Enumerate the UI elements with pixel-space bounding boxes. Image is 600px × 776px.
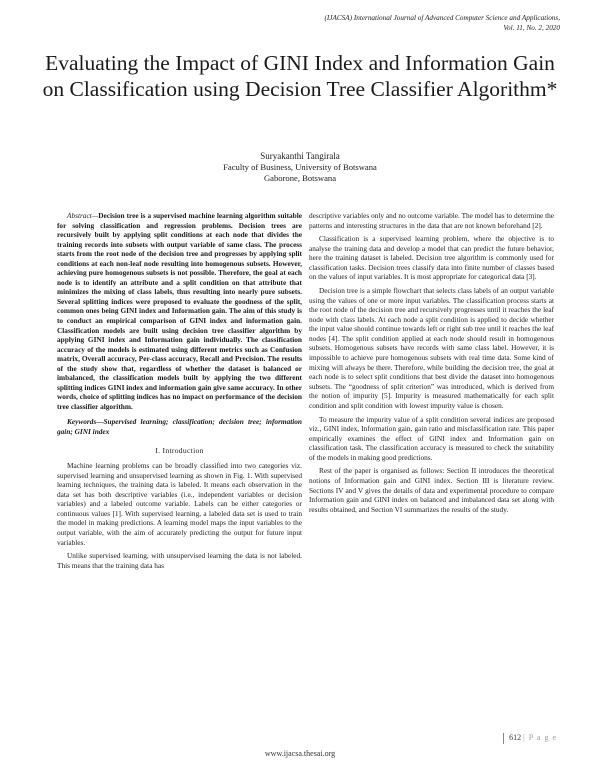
intro-paragraph-1: Machine learning problems can be broadly classified into two categories viz. supervised learning and unsupervised learning as shown in Fig. 1. With supervised learning techniques, the training data is labeled. It means each observation in the data set has both descriptive variables (i.e., independent variables or decision variables) and a labeled outcome variable. Labels can be either categories or continuous values [1]. With supervised learning, a labeled data set is used to train the model in making predictions. A learning model maps the input variables to the output variable, with the aim of accurately predicting the output for future input variables.	[57, 461, 302, 547]
body-paragraph-5: Rest of the paper is organised as follows: Section II introduces the theoretical notions of Information gain and GINI index. Section III is literature review. Sections IV and V gives the details of data and experimental procedure to compare Information gain and GINI index on balanced and imbalanced data set along with results obtained, and Section VI summarizes the results of the study.	[309, 466, 554, 514]
journal-volume: Vol. 11, No. 2, 2020	[503, 23, 560, 32]
abstract	[57, 211, 302, 411]
body-paragraph-3: Decision tree is a simple flowchart that selects class labels of an output variable using the values of one or more input variables. The classification process starts at the root node of the decision tree and recursively progresses until it reaches the leaf node with class labels. At each node a split condition is applied to decide whether the input value should continue towards left or right sub tree until it reaches the leaf nodes [4]. The split condition applied at each node should result in homogenous subsets. Homogenous subsets have records with same class label. However, it is impossible to achieve pure homogenous subsets with real time data. Some kind of mixing will always be there. Therefore, while building the decision tree, the goal at each node is to select split conditions that best divide the dataset into homogenous subsets. The “goodness of split criterion” was introduced, which is derived from the notion of impurity [5]. Impurity is measured mathematically for each split condition and split condition with lowest impurity value is chosen.	[309, 286, 554, 410]
footer-divider	[503, 733, 504, 744]
author-block	[100, 151, 500, 184]
author-affiliation: Faculty of Business, University of Botswana	[223, 162, 377, 172]
journal-header	[160, 14, 560, 33]
page-number	[509, 733, 557, 742]
journal-url[interactable]: www.ijacsa.thesai.org	[264, 749, 336, 758]
abstract-text: Decision tree is a supervised machine learning algorithm suitable for solving classification and regression problems. Decision trees are recursively built by applying split conditions at each node that divides the training records into subsets with output variable of same class. The process starts from the root node of the decision tree and progresses by applying split conditions at each non-leaf node resulting into homogenous subsets. However, achieving pure homogenous subsets is not possible. Therefore, the goal at each node is to identify an attribute and a split condition on that attribute that minimizes the mixing of class labels, thus resulting into nearly pure subsets. Several splitting indices were proposed to evaluate the goodness of the split, common ones being GINI index and Information gain. The aim of this study is to conduct an empirical comparison of GINI index and information gain. Classification models are built using decision tree classifier algorithm by applying GINI index and Information gain individually. The classification accuracy of the models is estimated using different metrics such as Confusion matrix, Overall accuracy, Per-class accuracy, Recall and Precision. The results of the study show that, regardless of whether the dataset is balanced or imbalanced, the classification models built by applying the two different splitting indices GINI index and information gain give same accuracy. In other words, choice of splitting indices has no impact on performance of the decision tree classifier algorithm.	[57, 211, 302, 411]
author-location: Gaborone, Botswana	[263, 173, 337, 183]
author-name: Suryakanthi Tangirala	[260, 151, 340, 161]
section-heading-introduction: I. Introduction	[155, 445, 204, 455]
body-paragraph-2: Classification is a supervised learning problem, where the objective is to analyse the training data and develop a model that can predict the future behavior, here the training dataset is labeled. Decision tree algorithm is commonly used for classification tasks. Decision trees classify data into finite number of classes based on the values of input variables. It is most appropriate for categorical data [3].	[309, 234, 554, 282]
body-paragraph-1: descriptive variables only and no outcome variable. The model has to determine the patterns and interesting structures in the data that are not known beforehand [2].	[309, 211, 554, 230]
page-number-value: 612	[509, 733, 522, 742]
body-paragraph-4: To measure the impurity value of a split condition several indices are proposed viz., GINI index, Information gain, gain ratio and misclassification rate. This paper empirically examines the effect of GINI index and Information gain on classification task. The classification accuracy is measured to check the suitability of the models in making good predictions.	[309, 414, 554, 462]
journal-name: (IJACSA) International Journal of Advanced Computer Science and Applications,	[324, 14, 560, 22]
left-column	[57, 211, 302, 575]
paper-title: Evaluating the Impact of GINI Index and Information Gain on Classification using Decision Tree Classifier Algorithm*	[42, 51, 558, 101]
page-label: | P a g e	[523, 733, 557, 742]
right-column	[309, 211, 554, 518]
keywords: Keywords—Supervised learning; classification; decision tree; information gain; GINI index	[57, 417, 302, 437]
intro-paragraph-2: Unlike supervised learning, with unsupervised learning the data is not labeled. This means that the training data has	[57, 551, 302, 570]
abstract-label: Abstract—	[67, 211, 99, 220]
